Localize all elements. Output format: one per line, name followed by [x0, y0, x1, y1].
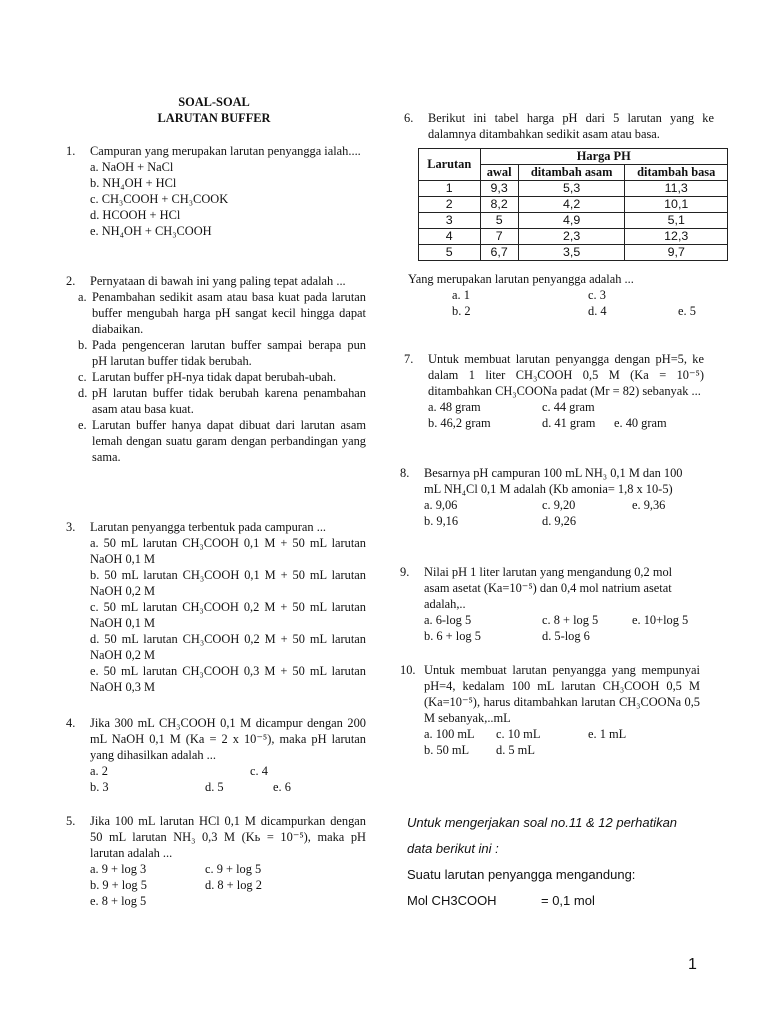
option: c. 4	[250, 764, 268, 778]
table-header: Harga PH	[480, 149, 728, 165]
option: e. 50 mL larutan CH₃COOH 0,3 M + 50 mL larutan NaOH 0,3 M	[90, 664, 366, 694]
option: b. Pada pengenceran larutan buffer sampai berapa pun pH larutan buffer tidak berubah.	[78, 338, 366, 368]
option: c. CH₃COOH + CH₃COOK	[90, 192, 229, 206]
option: d. 50 mL larutan CH₃COOH 0,2 M + 50 mL larutan NaOH 0,2 M	[90, 632, 366, 662]
option: d. 4	[588, 304, 607, 318]
option: a. Penambahan sedikit asam atau basa kuat pada larutan buffer mengubah harga pH sangat kecil hingga dapat diabaikan.	[78, 290, 366, 336]
option: c. 3	[588, 288, 606, 302]
table-row: 2 8,2 4,2 10,1	[419, 197, 728, 213]
option: e. Larutan buffer hanya dapat dibuat dari larutan asam lemah dengan suatu garam dengan perbandingan yang sama.	[78, 418, 366, 464]
option: a. NaOH + NaCl	[90, 160, 174, 174]
option: b. 9,16	[424, 514, 459, 528]
question-6: 6. Berikut ini tabel harga pH dari 5 larutan yang ke dalamnya ditambahkan sedikit asam atau basa.	[404, 111, 714, 141]
option: b. 46,2 gram	[428, 416, 491, 430]
option: e. NH₄OH + CH₃COOH	[90, 224, 212, 238]
option: a. 1	[452, 288, 470, 302]
option: a. 48 gram	[428, 400, 481, 414]
option: b. 6 + log 5	[424, 629, 481, 643]
option: a. 9,06	[424, 498, 458, 512]
question-4: 4. Jika 300 mL CH₃COOH 0,1 M dicampur dengan 200 mL NaOH 0,1 M (Ka = 2 x 10⁻⁵), maka pH larutan yang dihasilkan adalah ... a. 2 c. 4 b. 3 d. 5 e. 6	[66, 716, 366, 794]
option: a. 9 + log 3	[90, 862, 147, 876]
question-7: 7. Untuk membuat larutan penyangga dengan pH=5, ke dalam 1 liter CH₃COOH 0,5 M (Ka = 10⁻⁵) ditambahkan CH₃COONa padat (Mr = 82) sebanyak ... a. 48 gram c. 44 gram b. 46,2 gram d. 41 gram e. 40 gram	[404, 352, 704, 430]
option: d. pH larutan buffer tidak berubah karena penambahan asam atau basa kuat.	[78, 386, 366, 416]
option: e. 9,36	[632, 498, 666, 512]
option: b. NH₄OH + HCl	[90, 176, 177, 190]
option: a. 6-log 5	[424, 613, 472, 627]
option: b. 50 mL	[424, 743, 470, 757]
option: e. 5	[678, 304, 696, 318]
option: e. 1 mL	[588, 727, 627, 741]
option: c. 50 mL larutan CH₃COOH 0,2 M + 50 mL larutan NaOH 0,1 M	[90, 600, 366, 630]
option: e. 10+log 5	[632, 613, 689, 627]
option: e. 6	[273, 780, 291, 794]
option: a. 50 mL larutan CH₃COOH 0,1 M + 50 mL larutan NaOH 0,1 M	[90, 536, 366, 566]
page-number: 1	[688, 956, 697, 973]
option: c. 9,20	[542, 498, 576, 512]
data-note: Untuk mengerjakan soal no.11 & 12 perhatikan data berikut ini : Suatu larutan penyangga mengandung: Mol CH3COOH = 0,1 mol	[407, 810, 737, 914]
question-3: 3. Larutan penyangga terbentuk pada campuran ... a. 50 mL larutan CH₃COOH 0,1 M + 50 mL larutan NaOH 0,1 M b. 50 mL larutan CH₃COOH 0,1 M + 50 mL larutan NaOH 0,2 M c. 50 mL larutan CH₃COOH 0,2 M + 50 mL larutan NaOH 0,1 M d. 50 mL larutan CH₃COOH 0,2 M + 50 mL larutan NaOH 0,2 M e. 50 mL larutan CH₃COOH 0,3 M + 50 mL larutan NaOH 0,3 M	[66, 520, 366, 694]
table-row: 5 6,7 3,5 9,7	[419, 245, 728, 261]
option: c. Larutan buffer pH-nya tidak dapat berubah-ubah.	[78, 370, 337, 384]
table-header: awal	[480, 165, 518, 181]
option: c. 10 mL	[496, 727, 541, 741]
option: d. 8 + log 2	[205, 878, 262, 892]
option: b. 50 mL larutan CH₃COOH 0,1 M + 50 mL larutan NaOH 0,2 M	[90, 568, 366, 598]
option: d. HCOOH + HCl	[90, 208, 181, 222]
option: d. 5-log 6	[542, 629, 590, 643]
table-row: 3 5 4,9 5,1	[419, 213, 728, 229]
question-10: 10. Untuk membuat larutan penyangga yang mempunyai pH=4, kedalam 100 mL larutan CH₃COOH 0,5 M (Ka=10⁻⁵), harus ditambahkan larutan CH₃COONa 0,5 M sebanyak,..mL a. 100 mL c. 10 mL e. 1 mL b. 50 mL d. 5 mL	[400, 663, 700, 757]
option: c. 8 + log 5	[542, 613, 599, 627]
mol-label: Mol CH3COOH	[407, 893, 497, 908]
option: a. 100 mL	[424, 727, 475, 741]
option: c. 9 + log 5	[205, 862, 262, 876]
option: e. 40 gram	[614, 416, 667, 430]
question-6-answers: Yang merupakan larutan penyangga adalah ... a. 1 c. 3 b. 2 d. 4 e. 5	[408, 272, 696, 318]
table-header: ditambah asam	[518, 165, 625, 181]
table-header: Larutan	[419, 149, 481, 181]
page-title: SOAL-SOAL LARUTAN BUFFER	[157, 95, 271, 125]
question-9: 9. Nilai pH 1 liter larutan yang mengandung 0,2 mol asam asetat (Ka=10⁻⁵) dan 0,4 mol natrium asetat adalah,.. a. 6-log 5 c. 8 + log 5 e. 10+log 5 b. 6 + log 5 d. 5-log 6	[400, 565, 689, 643]
option: d. 5 mL	[496, 743, 535, 757]
ph-table	[418, 148, 728, 261]
question-8: 8. Besarnya pH campuran 100 mL NH₃ 0,1 M dan 100 mL NH₄Cl 0,1 M adalah (Kb amonia= 1,8 x 10-5) a. 9,06 c. 9,20 e. 9,36 b. 9,16 d. 9,26	[400, 466, 683, 528]
question-1: 1. Campuran yang merupakan larutan penyangga ialah.... a. NaOH + NaCl b. NH₄OH + HCl c. CH₃COOH + CH₃COOK d. HCOOH + HCl e. NH₄OH + CH₃COOH	[66, 143, 366, 239]
mol-value: = 0,1 mol	[541, 893, 595, 908]
table-row: 4 7 2,3 12,3	[419, 229, 728, 245]
option: b. 2	[452, 304, 471, 318]
option: a. 2	[90, 764, 108, 778]
option: e. 8 + log 5	[90, 894, 147, 908]
option: d. 5	[205, 780, 224, 794]
option: b. 3	[90, 780, 109, 794]
option: d. 9,26	[542, 514, 577, 528]
question-2: 2. Pernyataan di bawah ini yang paling tepat adalah ... a. Penambahan sedikit asam atau basa kuat pada larutan buffer mengubah harga pH sangat kecil hingga dapat diabaikan. b. Pada pengenceran larutan buffer sampai berapa pun pH larutan buffer tidak berubah. c. Larutan buffer pH-nya tidak dapat berubah-ubah. d. pH larutan buffer tidak berubah karena penambahan asam atau basa kuat. e. Larutan buffer hanya dapat dibuat dari larutan asam lemah dengan suatu garam dengan perbandingan yang sama.	[66, 274, 366, 464]
option: c. 44 gram	[542, 400, 595, 414]
table-row: 1 9,3 5,3 11,3	[419, 181, 728, 197]
question-5: 5. Jika 100 mL larutan HCl 0,1 M dicampurkan dengan 50 mL larutan NH₃ 0,3 M (Kь = 10⁻⁵), maka pH larutan adalah ... a. 9 + log 3 c. 9 + log 5 b. 9 + log 5 d. 8 + log 2 e. 8 + log 5	[66, 814, 366, 908]
table-header: ditambah basa	[625, 165, 728, 181]
option: d. 41 gram	[542, 416, 596, 430]
option: b. 9 + log 5	[90, 878, 147, 892]
